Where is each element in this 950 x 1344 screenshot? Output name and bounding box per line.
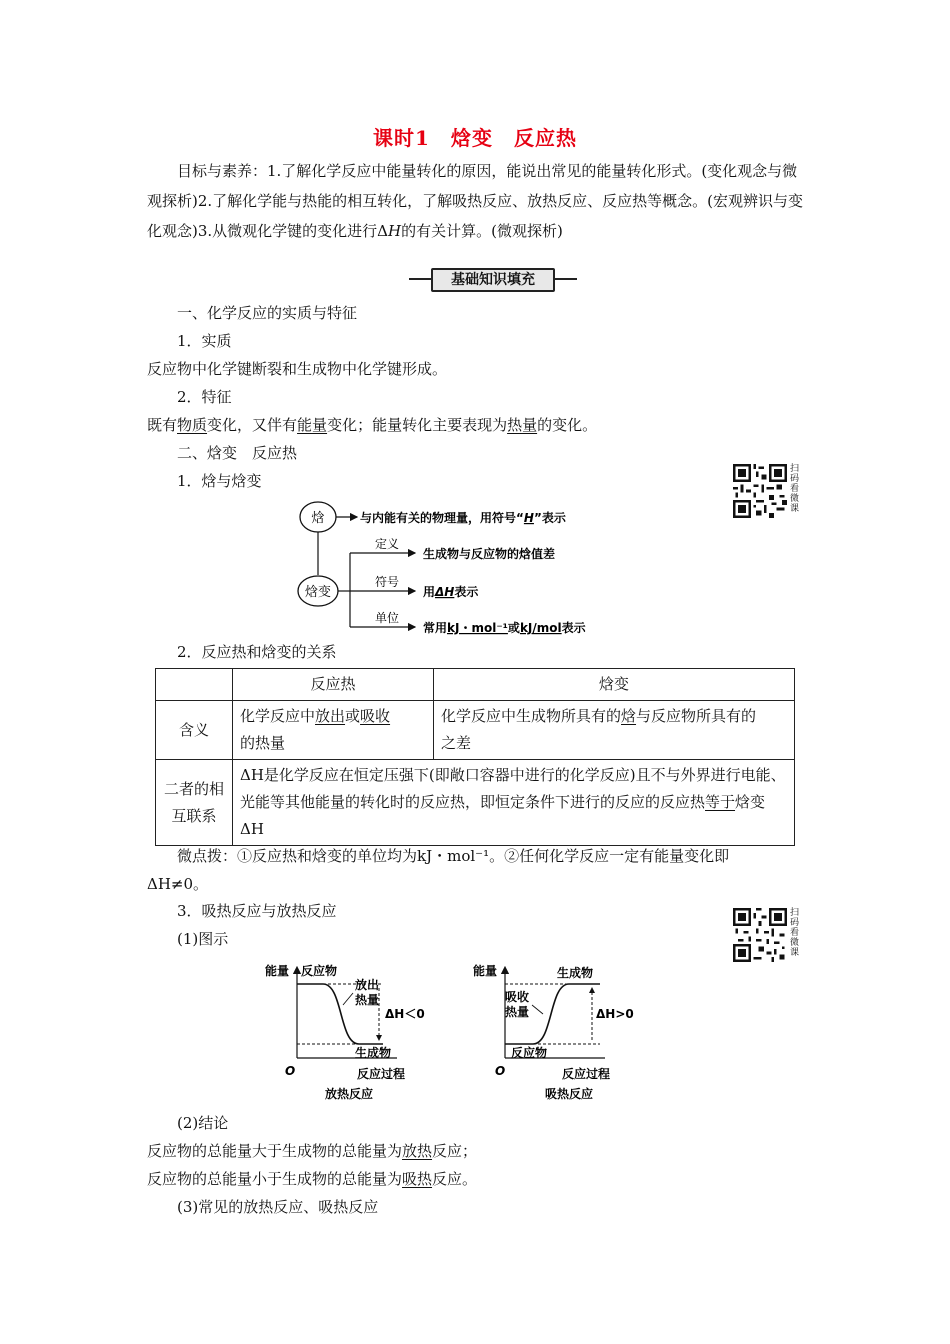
table-header-row — [156, 669, 795, 701]
branch-unit-text: 常用kJ・mol⁻¹或kJ/mol表示 — [423, 621, 586, 635]
enthalpy-diagram — [295, 498, 615, 638]
table-header-cell — [156, 669, 233, 701]
exothermic-graph — [265, 963, 425, 1101]
branch-definition-text: 生成物与反应物的焓值差 — [423, 547, 556, 561]
qr-label: 扫码看微课 — [790, 464, 800, 514]
branch-symbol-label: 符号 — [375, 575, 400, 589]
relation-table — [155, 668, 795, 846]
goals-h: H — [388, 222, 402, 240]
branch-unit-label: 单位 — [375, 611, 400, 625]
left-mid-label-2: 热量 — [355, 993, 380, 1007]
section-1-sub2-text: 既有物质变化，又伴有能量变化；能量转化主要表现为热量的变化。 — [147, 416, 598, 434]
endothermic-graph — [473, 963, 634, 1101]
right-bottom-label: 反应物 — [511, 1046, 548, 1060]
left-caption: 放热反应 — [325, 1087, 374, 1101]
table-cell: 化学反应中放出或吸收 的热量 — [233, 701, 434, 760]
section-1-sub2: 2．特征 — [177, 388, 232, 406]
table-row — [156, 760, 795, 846]
table-cell: ΔH是化学反应在恒定压强下(即敞口容器中进行的化学反应)且不与外界进行电能、光能等其他能量的转化时的反应热，即恒定条件下进行的反应的反应热等于焓变ΔH — [233, 760, 795, 846]
common-reactions-label: (3)常见的放热反应、吸热反应 — [177, 1198, 379, 1216]
qr-code-icon[interactable] — [733, 464, 787, 518]
figure-label: (1)图示 — [177, 930, 229, 948]
node-enthalpy: 焓 — [311, 511, 325, 526]
left-dh-label: ΔH＜0 — [385, 1007, 425, 1021]
qr-code-icon[interactable] — [733, 908, 787, 962]
conclusion-line-2: 反应物的总能量小于生成物的总能量为吸热反应。 — [147, 1170, 478, 1188]
right-top-label: 生成物 — [557, 966, 594, 980]
table-header-cell: 反应热 — [233, 669, 434, 701]
section-2-heading: 二、焓变 反应热 — [177, 444, 298, 462]
right-x-label: 反应过程 — [562, 1067, 611, 1081]
branch-definition-label: 定义 — [375, 537, 400, 551]
section-1-sub1: 1．实质 — [177, 332, 232, 350]
tip-line-1: 微点拨：①反应热和焓变的单位均为kJ・mol⁻¹。②任何化学反应一定有能量变化即 — [177, 847, 730, 865]
section-banner — [409, 268, 577, 290]
left-bottom-label: 生成物 — [355, 1046, 392, 1060]
section-1-heading: 一、化学反应的实质与特征 — [177, 304, 358, 322]
section-2-sub2: 2．反应热和焓变的关系 — [177, 643, 337, 661]
page-title: 课时1 焓变 反应热 — [373, 126, 577, 150]
table-cell: 化学反应中生成物所具有的焓与反应物所具有的 之差 — [434, 701, 795, 760]
left-mid-label-1: 放出 — [355, 978, 380, 992]
table-row-label: 含义 — [156, 701, 233, 760]
left-top-label: 反应物 — [301, 964, 338, 978]
conclusion-label: (2)结论 — [177, 1114, 229, 1132]
right-mid-label-1: 吸收 — [505, 990, 530, 1004]
right-caption: 吸热反应 — [545, 1087, 594, 1101]
section-2-sub3: 3．吸热反应与放热反应 — [177, 902, 337, 920]
right-y-label: 能量 — [473, 964, 498, 978]
node-enthalpy-desc: 与内能有关的物理量，用符号“H”表示 — [360, 511, 566, 525]
banner-label: 基础知识填充 — [431, 268, 555, 292]
right-dh-label: ΔH>0 — [596, 1007, 634, 1021]
goals-paragraph — [147, 156, 807, 246]
section-1-sub1-text: 反应物中化学键断裂和生成物中化学键形成。 — [147, 360, 448, 378]
conclusion-line-1: 反应物的总能量大于生成物的总能量为放热反应； — [147, 1142, 478, 1160]
right-mid-label-2: 热量 — [505, 1005, 530, 1019]
right-origin: O — [495, 1064, 506, 1078]
table-row-label: 二者的相互联系 — [156, 760, 233, 846]
left-x-label: 反应过程 — [357, 1067, 406, 1081]
goals-text-b: 的有关计算。(微观探析) — [401, 222, 563, 240]
left-origin: O — [285, 1064, 296, 1078]
qr-label: 扫码看微课 — [790, 908, 800, 958]
section-2-sub1: 1．焓与焓变 — [177, 472, 262, 490]
left-y-label: 能量 — [265, 964, 290, 978]
node-enthalpy-change: 焓变 — [304, 585, 332, 600]
table-row — [156, 701, 795, 760]
branch-symbol-text: 用ΔH表示 — [423, 585, 479, 599]
energy-graphs — [255, 958, 635, 1108]
goals-text-a: 目标与素养：1.了解化学反应中能量转化的原因，能说出常见的能量转化形式。(变化观念与微观探析)2.了解化学能与热能的相互转化，了解吸热反应、放热反应、反应热等概念。(宏观辨识与变化观念)3.从微观化学键的变化进行Δ — [147, 162, 804, 240]
tip-line-2: ΔH≠0。 — [147, 875, 209, 893]
table-header-cell: 焓变 — [434, 669, 795, 701]
